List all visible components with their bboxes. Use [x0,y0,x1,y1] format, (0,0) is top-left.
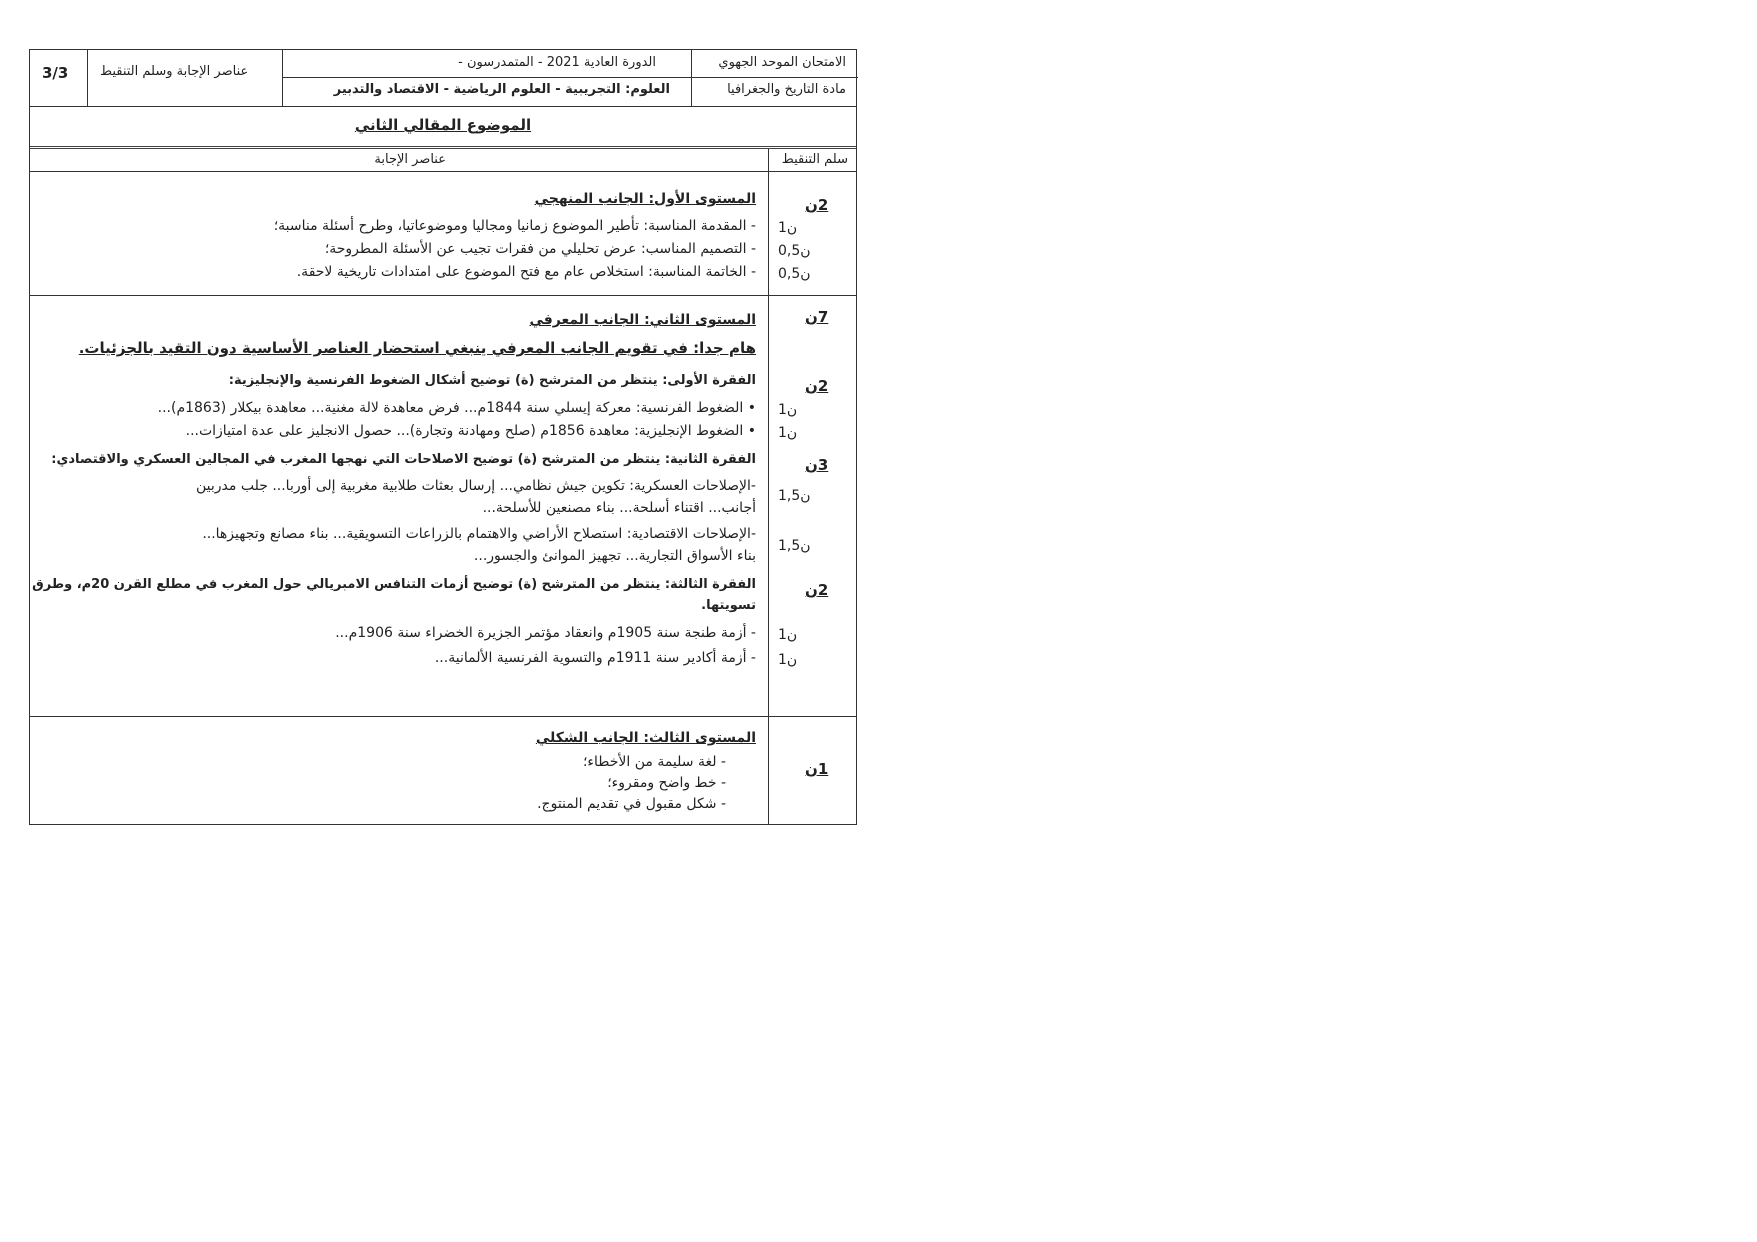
level1-title: المستوى الأول: الجانب المنهجي [534,191,756,207]
paragraph1-item: • الضغوط الفرنسية: معركة إيسلي سنة 1844م... فرض معاهدة لالة مغنية... معاهدة بيكلار (1863م)... [157,400,756,416]
branches-label: العلوم: التجريبية - العلوم الرياضية - الاقتصاد والتدبير [333,82,670,97]
answer-key-document [29,49,857,825]
level2-title: المستوى الثاني: الجانب المعرفي [529,312,756,328]
paragraph3-mark: 1ن [778,627,798,643]
level2-score: 7ن [805,308,829,326]
column-divider [768,149,769,824]
paragraph2-item-line2: بناء الأسواق التجارية... تجهيز الموانئ والجسور... [473,548,756,564]
level1-item: - التصميم المناسب: عرض تحليلي من فقرات تجيب عن الأسئلة المطروحة؛ [324,241,756,257]
level3-item: - شكل مقبول في تقديم المنتوج. [537,796,726,812]
level1-mark: 0,5ن [778,243,811,259]
level3-score: 1ن [805,760,829,778]
column-header [30,149,856,172]
title-band [30,106,856,149]
paragraph2-title: الفقرة الثانية: ينتظر من المترشح (ة) توضيح الاصلاحات التي نهجها المغرب في المجالين العسكري والاقتصادي: [51,452,756,467]
important-note: هام جدا: في تقويم الجانب المعرفي ينبغي استحضار العناصر الأساسية دون التقيد بالجزئيات. [78,339,756,357]
paragraph2-item-line1: -الإصلاحات العسكرية: تكوين جيش نظامي... إرسال بعثات طلابية مغربية إلى أوربا... جلب مدربين [196,478,756,494]
session-label: الدورة العادية 2021 - المتمدرسون - [458,55,656,70]
subject-label: مادة التاريخ والجغرافيا [727,82,846,97]
paragraph1-mark: 1ن [778,402,798,418]
paragraph3-mark: 1ن [778,652,798,668]
paragraph2-item-line2: أجانب... اقتناء أسلحة... بناء مصنعين للأسلحة... [482,500,756,516]
level3-item: - لغة سليمة من الأخطاء؛ [582,754,726,770]
paragraph3-item: - أزمة أكادير سنة 1911م والتسوية الفرنسية الألمانية... [434,650,756,666]
paragraph1-score: 2ن [805,377,829,395]
paragraph2-mark: 1,5ن [778,488,811,504]
level1-mark: 1ن [778,220,798,236]
level3-title: المستوى الثالث: الجانب الشكلي [535,730,756,746]
paragraph1-mark: 1ن [778,425,798,441]
level1-item: - الخاتمة المناسبة: استخلاص عام مع فتح الموضوع على امتدادات تاريخية لاحقة. [296,264,756,280]
level1-mark: 0,5ن [778,266,811,282]
exam-label: الامتحان الموحد الجهوي [718,55,846,70]
answers-column-header: عناصر الإجابة [374,152,446,167]
paragraph1-title: الفقرة الأولى: ينتظر من المترشح (ة) توضيح أشكال الضغوط الفرنسية والإنجليزية: [228,373,756,388]
paragraph3-title: الفقرة الثالثة: ينتظر من المترشح (ة) توضيح أزمات التنافس الامبريالي حول المغرب في مطلع القرن 20م، وطرق [32,577,756,592]
document-header [30,50,856,107]
page-number: 3/3 [42,64,69,82]
paragraph2-mark: 1,5ن [778,538,811,554]
paragraph3-item: - أزمة طنجة سنة 1905م وانعقاد مؤتمر الجزيرة الخضراء سنة 1906م... [335,625,756,641]
paragraph2-item-line1: -الإصلاحات الاقتصادية: استصلاح الأراضي والاهتمام بالزراعات التسويقية... بناء مصانع وتجهيزها... [202,526,756,542]
scale-column-header: سلم التنقيط [781,152,848,167]
page-title: الموضوع المقالي الثاني [354,116,532,134]
paragraph2-score: 3ن [805,456,829,474]
level1-score: 2ن [805,196,829,214]
paragraph1-item: • الضغوط الإنجليزية: معاهدة 1856م (صلح ومهادنة وتجارة)... حصول الانجليز على عدة امتيازات... [185,423,756,439]
paragraph3-title-continued: تسويتها. [701,598,756,613]
doc-type-label: عناصر الإجابة وسلم التنقيط [100,64,249,79]
paragraph3-score: 2ن [805,581,829,599]
level1-item: - المقدمة المناسبة: تأطير الموضوع زمانيا ومجاليا وموضوعاتيا، وطرح أسئلة مناسبة؛ [273,218,756,234]
level3-item: - خط واضح ومقروء؛ [607,775,726,791]
